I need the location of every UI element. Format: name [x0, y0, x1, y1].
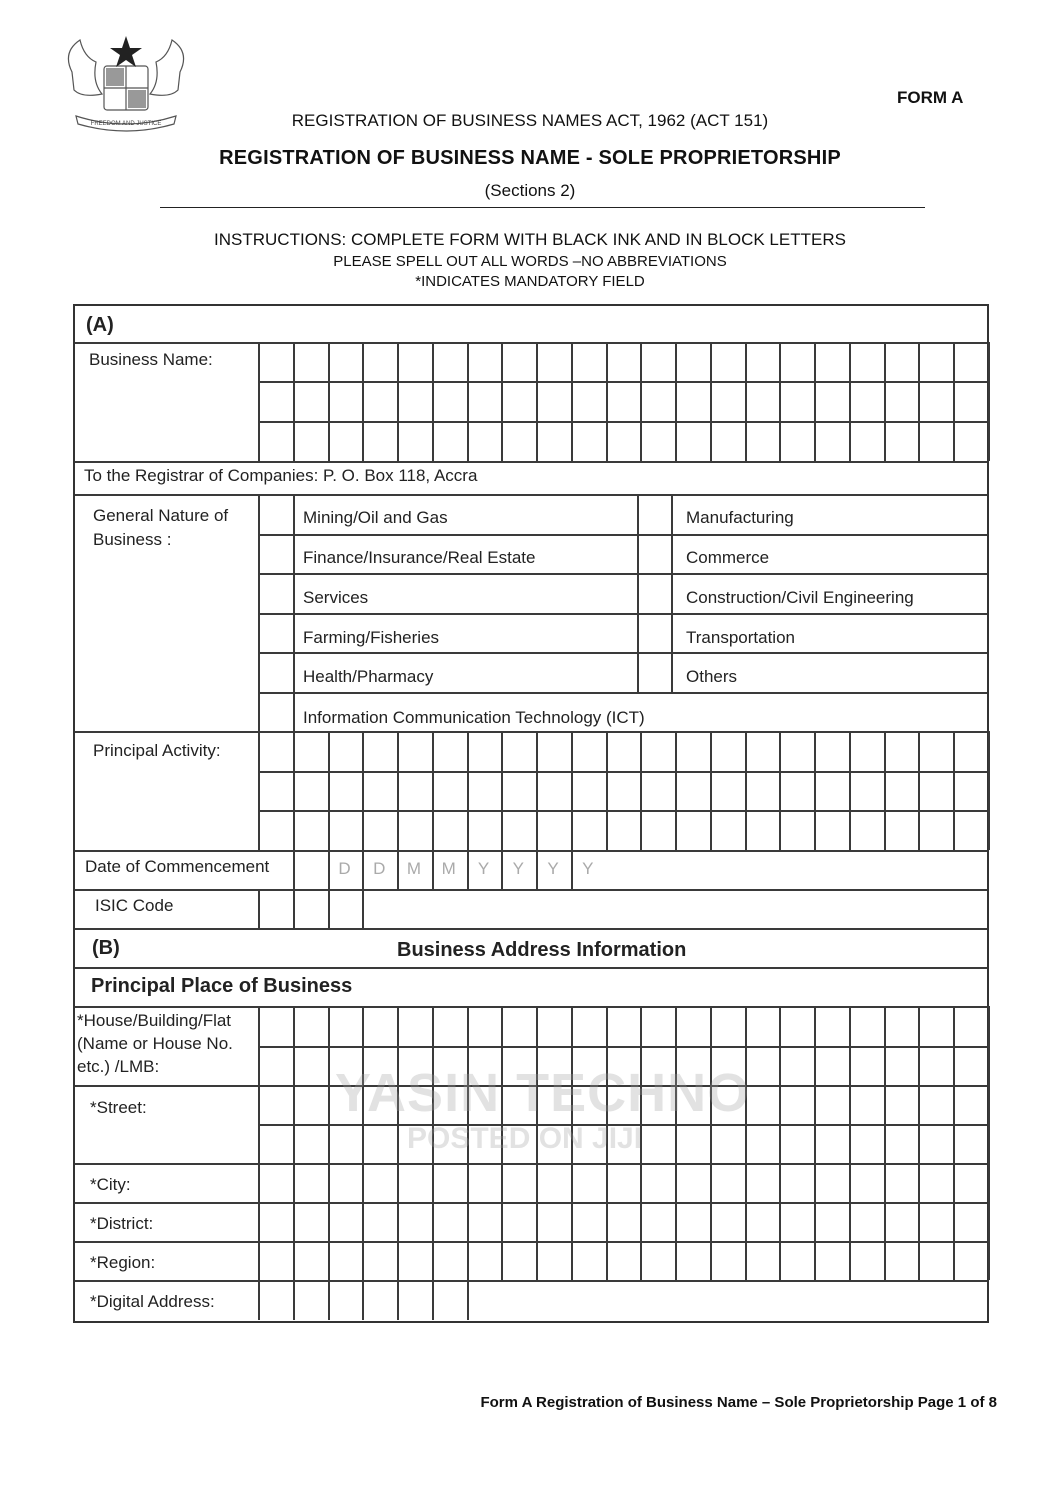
title-divider — [160, 207, 925, 208]
nature-of-business-label-line2: Business : — [93, 530, 172, 549]
grid-line — [258, 1163, 260, 1280]
grid-line — [432, 1163, 434, 1280]
grid-line — [814, 342, 816, 461]
house-label-line3: etc.) /LMB: — [77, 1057, 160, 1076]
street-label: *Street: — [90, 1098, 147, 1117]
grid-line — [397, 1163, 399, 1280]
grid-line — [710, 1163, 712, 1280]
grid-line — [258, 771, 987, 773]
grid-line — [536, 1163, 538, 1280]
grid-line — [918, 1085, 920, 1163]
grid-line — [606, 1163, 608, 1280]
district-label: *District: — [90, 1214, 154, 1233]
grid-line — [258, 1006, 260, 1085]
grid-line — [814, 1085, 816, 1163]
grid-line — [710, 731, 712, 850]
grid-line — [606, 342, 608, 461]
grid-line — [745, 731, 747, 850]
grid-line — [918, 731, 920, 850]
grid-line — [814, 731, 816, 850]
grid-line — [988, 1006, 990, 1085]
grid-line — [779, 1085, 781, 1163]
grid-line — [293, 1280, 295, 1320]
region-label: *Region: — [90, 1253, 156, 1272]
grid-line — [258, 731, 260, 850]
grid-line — [675, 342, 677, 461]
grid-line — [884, 1006, 886, 1085]
act-reference: REGISTRATION OF BUSINESS NAMES ACT, 1962 (ACT 151) — [291, 111, 769, 130]
grid-line — [675, 1163, 677, 1280]
option-finance-insurance: Finance/Insurance/Real Estate — [303, 548, 536, 567]
grid-line — [397, 342, 399, 461]
grid-line — [953, 731, 955, 850]
date-placeholder-char: Y — [547, 859, 559, 878]
option-ict: Information Communication Technology (ICT) — [303, 708, 645, 727]
grid-line — [328, 889, 330, 928]
grid-line — [571, 342, 573, 461]
grid-line — [640, 1163, 642, 1280]
grid-line — [258, 381, 987, 383]
grid-line — [918, 342, 920, 461]
grid-line — [849, 1163, 851, 1280]
grid-line — [606, 731, 608, 850]
grid-line — [258, 494, 260, 731]
grid-line — [640, 731, 642, 850]
grid-line — [953, 342, 955, 461]
grid-line — [884, 1085, 886, 1163]
grid-line — [953, 1006, 955, 1085]
grid-line — [918, 1006, 920, 1085]
grid-line — [884, 342, 886, 461]
grid-line — [501, 342, 503, 461]
instruction-line-1: INSTRUCTIONS: COMPLETE FORM WITH BLACK INK AND IN BLOCK LETTERS — [214, 230, 846, 249]
grid-line — [397, 1280, 399, 1320]
grid-line — [258, 534, 987, 536]
grid-line — [988, 1085, 990, 1163]
grid-line — [258, 573, 987, 575]
grid-line — [779, 731, 781, 850]
grid-line — [328, 1280, 330, 1320]
grid-line — [258, 421, 987, 423]
grid-line — [258, 810, 987, 812]
grid-line — [640, 342, 642, 461]
option-transportation: Transportation — [686, 628, 795, 647]
sections-reference: (Sections 2) — [484, 181, 576, 200]
grid-line — [362, 1163, 364, 1280]
date-placeholder-char: Y — [582, 859, 594, 878]
grid-line — [258, 692, 987, 694]
grid-line — [814, 1006, 816, 1085]
grid-line — [501, 1163, 503, 1280]
grid-line — [293, 1006, 295, 1085]
option-services: Services — [303, 588, 369, 607]
grid-line — [258, 652, 987, 654]
grid-line — [293, 1085, 295, 1163]
grid-line — [779, 342, 781, 461]
grid-line — [75, 494, 987, 496]
grid-line — [293, 342, 295, 461]
instruction-line-2: PLEASE SPELL OUT ALL WORDS –NO ABBREVIATIONS — [333, 253, 727, 270]
page-title: REGISTRATION OF BUSINESS NAME - SOLE PROPRIETORSHIP — [219, 147, 841, 169]
date-placeholder-char: D — [373, 859, 386, 878]
option-mining-oil-gas: Mining/Oil and Gas — [303, 508, 448, 527]
grid-line — [467, 1163, 469, 1280]
nature-of-business-label-line1: General Nature of — [93, 506, 229, 525]
grid-line — [75, 850, 987, 852]
date-placeholder-char: Y — [512, 859, 524, 878]
date-placeholder-char: D — [338, 859, 351, 878]
grid-line — [328, 731, 330, 850]
section-a-marker: (A) — [86, 314, 114, 336]
grid-line — [814, 1163, 816, 1280]
grid-line — [432, 731, 434, 850]
grid-line — [258, 613, 987, 615]
grid-line — [849, 342, 851, 461]
grid-line — [988, 342, 990, 461]
house-label-line1: *House/Building/Flat — [77, 1011, 232, 1030]
option-construction: Construction/Civil Engineering — [686, 588, 914, 607]
grid-line — [988, 1163, 990, 1280]
business-name-label: Business Name: — [89, 350, 213, 369]
grid-line — [849, 731, 851, 850]
grid-line — [675, 731, 677, 850]
grid-line — [745, 342, 747, 461]
grid-line — [988, 731, 990, 850]
grid-line — [953, 1163, 955, 1280]
grid-line — [467, 342, 469, 461]
grid-line — [432, 1280, 434, 1320]
grid-line — [884, 731, 886, 850]
grid-line — [745, 1163, 747, 1280]
grid-line — [918, 1163, 920, 1280]
grid-line — [293, 1163, 295, 1280]
grid-line — [397, 731, 399, 850]
grid-line — [328, 342, 330, 461]
city-label: *City: — [90, 1175, 131, 1194]
page-footer: Form A Registration of Business Name – Sole Proprietorship Page 1 of 8 — [480, 1394, 997, 1411]
grid-line — [536, 342, 538, 461]
grid-line — [75, 461, 987, 463]
principal-activity-label: Principal Activity: — [93, 741, 221, 760]
registrar-address: To the Registrar of Companies: P. O. Box 118, Accra — [84, 466, 478, 485]
date-placeholder-char: Y — [477, 859, 490, 878]
grid-line — [849, 1006, 851, 1085]
grid-line — [258, 1280, 260, 1320]
grid-line — [710, 342, 712, 461]
option-commerce: Commerce — [686, 548, 770, 567]
form-code: FORM A — [897, 88, 964, 107]
section-b-marker: (B) — [92, 937, 120, 959]
grid-line — [328, 1006, 330, 1085]
watermark-subtext: POSTED ON JIJI — [407, 1122, 643, 1155]
grid-line — [671, 494, 673, 692]
grid-line — [637, 494, 639, 692]
grid-line — [884, 1163, 886, 1280]
grid-line — [432, 342, 434, 461]
grid-line — [571, 731, 573, 850]
option-others: Others — [686, 667, 738, 686]
grid-line — [293, 494, 295, 731]
grid-line — [849, 1085, 851, 1163]
grid-line — [293, 889, 295, 928]
grid-line — [362, 731, 364, 850]
option-manufacturing: Manufacturing — [686, 508, 794, 527]
grid-line — [328, 1163, 330, 1280]
watermark-text: YASIN TECHNO — [335, 1063, 751, 1123]
option-health-pharmacy: Health/Pharmacy — [303, 667, 434, 686]
grid-line — [779, 1006, 781, 1085]
grid-line — [293, 850, 295, 889]
grid-line — [258, 889, 260, 928]
grid-line — [362, 889, 364, 928]
grid-line — [293, 731, 295, 850]
isic-code-label: ISIC Code — [95, 896, 174, 915]
grid-line — [258, 342, 260, 461]
crest-motto: FREEDOM AND JUSTICE — [90, 121, 162, 127]
grid-line — [571, 1163, 573, 1280]
instruction-line-3: *INDICATES MANDATORY FIELD — [415, 273, 645, 290]
date-placeholder-char: M — [441, 859, 456, 878]
grid-line — [75, 1280, 987, 1282]
grid-line — [779, 1163, 781, 1280]
grid-line — [467, 1280, 469, 1320]
grid-line — [258, 1085, 260, 1163]
grid-line — [467, 731, 469, 850]
house-label-line2: (Name or House No. — [77, 1034, 233, 1053]
section-b-heading: Business Address Information — [397, 939, 687, 961]
date-placeholder-char: M — [406, 859, 422, 878]
grid-line — [75, 928, 987, 930]
date-of-commencement-label: Date of Commencement — [85, 857, 270, 876]
grid-line — [258, 1046, 987, 1048]
grid-line — [362, 1280, 364, 1320]
grid-line — [75, 889, 987, 891]
grid-line — [328, 1085, 330, 1163]
digital-address-label: *Digital Address: — [90, 1292, 215, 1311]
principal-place-heading: Principal Place of Business — [91, 975, 353, 997]
registration-form — [73, 304, 989, 1323]
option-farming-fisheries: Farming/Fisheries — [303, 628, 440, 647]
grid-line — [501, 731, 503, 850]
grid-line — [536, 731, 538, 850]
grid-line — [953, 1085, 955, 1163]
grid-line — [75, 967, 987, 969]
grid-line — [362, 342, 364, 461]
